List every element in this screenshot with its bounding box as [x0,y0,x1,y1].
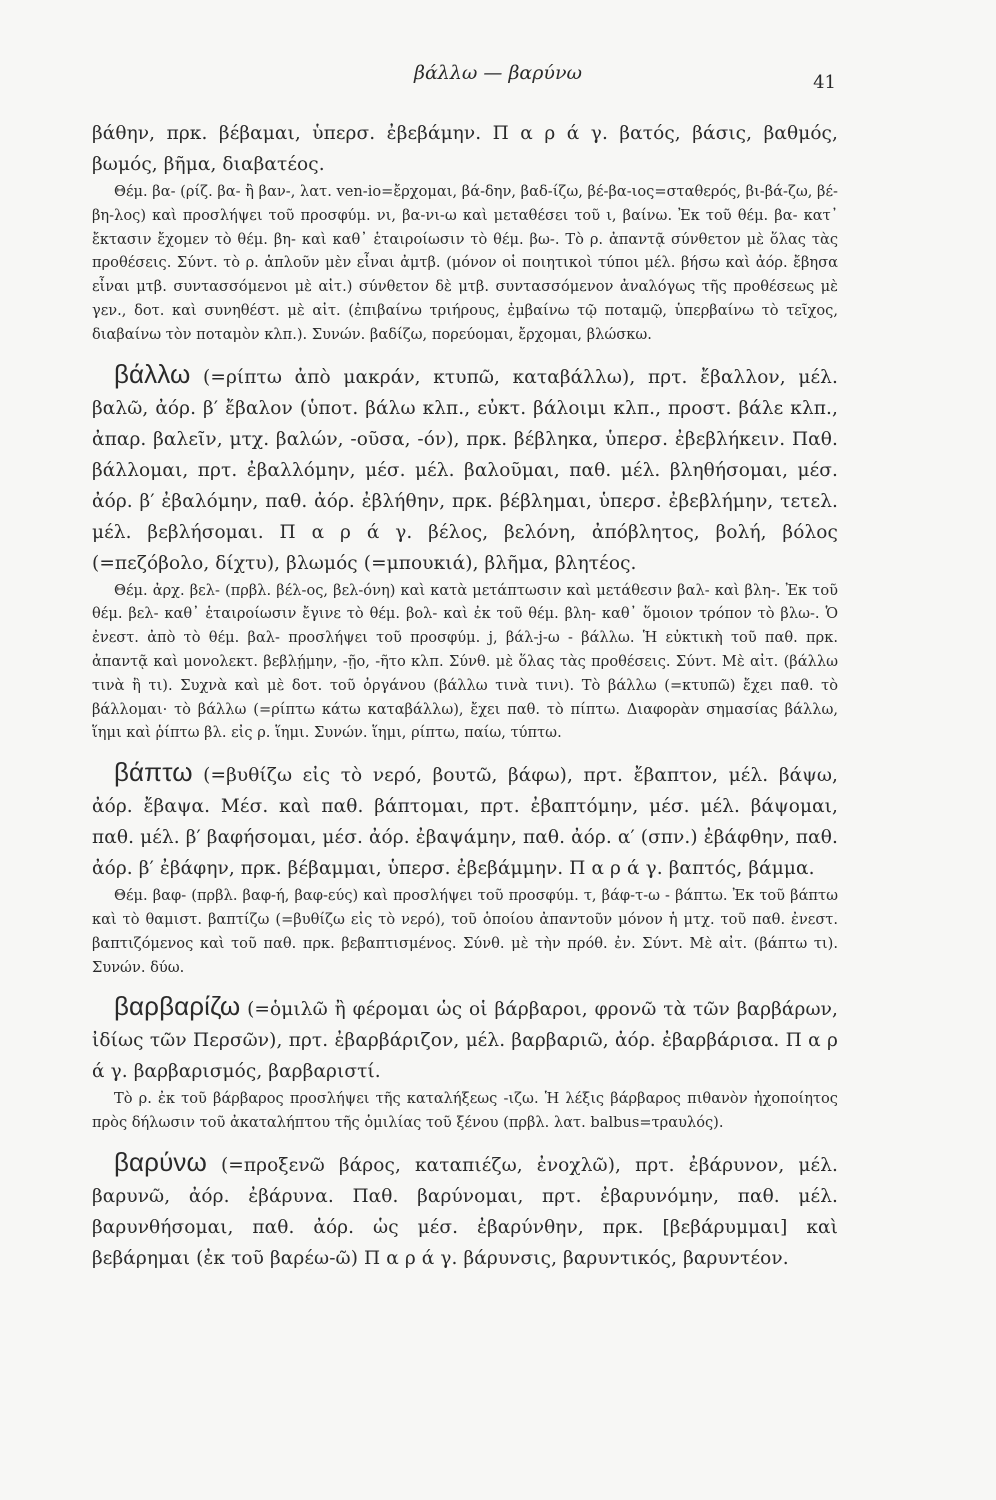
entry-main: βαρύνω (=προξενῶ βάρος, καταπιέζω, ἐνοχλῶ), πρτ. ἐβάρυνον, μέλ. βαρυνῶ, ἀόρ. ἐβάρυνα. Παθ. βαρύνομαι, πρτ. ἐβαρυνόμην, παθ. μέλ. βαρυνθήσομαι, παθ. ἀόρ. ὡς μέσ. ἐβαρύνθην, πρκ. [βεβάρυμμαι] καὶ βεβάρημαι (ἐκ τοῦ βαρέω-ῶ) Π α ρ ά γ. βάρυνσις, βαρυντικός, βαρυντέον. [92,1146,838,1269]
page-body [92,118,838,1274]
page-number: 41 [813,72,836,93]
entry-main: βάλλω (=ρίπτω ἀπὸ μακράν, κτυπῶ, καταβάλλω), πρτ. ἔβαλλον, μέλ. βαλῶ, ἀόρ. β′ ἔβαλον (ὑποτ. βάλω κλπ., εὐκτ. βάλοιμι κλπ., προστ. βάλε κλπ., ἀπαρ. βαλεῖν, μτχ. βαλών, -οῦσα, -όν), πρκ. βέβληκα, ὑπερσ. ἐβεβλήκειν. Παθ. βάλλομαι, πρτ. ἐβαλλόμην, μέσ. μέλ. βαλοῦμαι, παθ. μέλ. βληθήσομαι, μέσ. ἀόρ. β′ ἐβαλόμην, παθ. ἀόρ. ἐβλήθην, πρκ. βέβλημαι, ὑπερσ. ἐβεβλήμην, τετελ. μέλ. βεβλήσομαι. Π α ρ ά γ. βέλος, βελόνη, ἀπόβλητος, βολή, βόλος (=πεζόβολο, δίχτυ), βλωμός (=μπουκιά), βλῆμα, βλητέος. [92,358,838,574]
entry-main: βάθην, πρκ. βέβαμαι, ὑπερσ. ἐβεβάμην. Π α ρ ά γ. βατός, βάσις, βαθμός, βωμός, βῆμα, διαβατέος. [92,123,838,175]
entry-notes: Θέμ. ἀρχ. βελ- (πρβλ. βέλ-ος, βελ-όνη) καὶ κατὰ μετάπτωσιν καὶ μετάθεσιν βαλ- καὶ βλη-. Ἐκ τοῦ θέμ. βελ- καθ᾿ ἑταιροίωσιν ἔγινε τὸ θέμ. βολ- καὶ ἐκ τοῦ θέμ. βλη- καθ᾿ ὅμοιον τρόπον τὸ βλω-. Ὁ ἐνεστ. ἀπὸ τὸ θέμ. βαλ- προσλήψει τοῦ προσφύμ. j, βάλ-j-ω - βάλλω. Ἡ εὐκτικὴ τοῦ παθ. πρκ. ἀπαντᾷ καὶ μονολεκτ. βεβλῄμην, -ῇο, -ῆτο κλπ. Σύνθ. μὲ ὅλας τὰς προθέσεις. Σύντ. Μὲ αἰτ. (βάλλω τινὰ ἢ τι). Συχνὰ καὶ μὲ δοτ. τοῦ ὀργάνου (βάλλω τινὰ τινι). Τὸ βάλλω (=κτυπῶ) ἔχει παθ. τὸ βάλλομαι· τὸ βάλλω (=ρίπτω κάτω καταβάλλω), ἔχει παθ. τὸ πίπτω. Διαφορὰν σημασίας βάλλω, ἵημι καὶ ῥίπτω βλ. εἰς ρ. ἵημι. Συνών. ἵημι, ρίπτω, παίω, τύπτω. [92,581,838,742]
entry-notes: Τὸ ρ. ἐκ τοῦ βάρβαρος προσλήψει τῆς καταλήξεως -ιζω. Ἡ λέξις βάρβαρος πιθανὸν ἠχοποίητος πρὸς δήλωσιν τοῦ ἀκαταλήπτου τῆς ὁμιλίας τοῦ ξένου (πρβλ. λατ. balbus=τραυλός). [92,1090,838,1132]
entry-lemma: βάλλω [114,358,191,389]
entry-lemma: βάπτω [114,757,193,788]
entry-main: βαρβαρίζω (=ὁμιλῶ ἢ φέρομαι ὡς οἱ βάρβαροι, φρονῶ τὰ τῶν βαρβάρων, ἰδίως τῶν Περσῶν), πρτ. ἐβαρβάριζον, μέλ. βαρβαριῶ, ἀόρ. ἐβαρβάρισα. Π α ρ ά γ. βαρβαρισμός, βαρβαριστί. [92,991,838,1083]
entry-notes: Θέμ. βαφ- (πρβλ. βαφ-ή, βαφ-εύς) καὶ προσλήψει τοῦ προσφύμ. τ, βάφ-τ-ω - βάπτω. Ἐκ τοῦ βάπτω καὶ τὸ θαμιστ. βαπτίζω (=βυθίζω εἰς τὸ νερό), τοῦ ὁποίου ἀπαντοῦν μόνον ἡ μτχ. τοῦ παθ. ἐνεστ. βαπτιζόμενος καὶ τοῦ παθ. πρκ. βεβαπτισμένος. Σύνθ. μὲ τὴν πρόθ. ἐν. Σύντ. Μὲ αἰτ. (βάπτω τι). Συνών. δύω. [92,887,838,976]
entry-lemma: βαρβαρίζω [114,991,241,1022]
entry-main: βάπτω (=βυθίζω εἰς τὸ νερό, βουτῶ, βάφω), πρτ. ἔβαπτον, μέλ. βάψω, ἀόρ. ἔβαψα. Μέσ. καὶ παθ. βάπτομαι, πρτ. ἐβαπτόμην, μέσ. μέλ. βάψομαι, παθ. μέλ. β′ βαφήσομαι, μέσ. ἀόρ. ἐβαψάμην, παθ. ἀόρ. α′ (σπν.) ἐβάφθην, παθ. ἀόρ. β′ ἐβάφην, πρκ. βέβαμμαι, ὑπερσ. ἐβεβάμμην. Π α ρ ά γ. βαπτός, βάμμα. [92,757,838,880]
entry-lemma: βαρύνω [114,1146,207,1177]
entry-notes: Θέμ. βα- (ρίζ. βα- ἢ βαν-, λατ. ven-io=ἔρχομαι, βά-δην, βαδ-ίζω, βέ-βα-ιος=σταθερός, βι-βά-ζω, βέ-βη-λος) καὶ προσλήψει τοῦ προσφύμ. νι, βα-νι-ω καὶ μεταθέσει τοῦ ι, βαίνω. Ἐκ τοῦ θέμ. βα- κατ᾿ ἔκτασιν ἔχομεν τὸ θέμ. βη- καὶ καθ᾿ ἑταιροίωσιν τὸ θέμ. βω-. Τὸ ρ. ἀπαντᾷ σύνθετον μὲ ὅλας τὰς προθέσεις. Σύντ. τὸ ρ. ἁπλοῦν μὲν εἶναι ἀμτβ. (μόνον οἱ ποιητικοὶ τύποι μέλ. βήσω καὶ ἀόρ. ἔβησα εἶναι μτβ. συντασσόμενοι μὲ αἰτ.) σύνθετον δὲ μτβ. συντασσόμενον ἀναλόγως τῆς προθέσεως μὲ γεν., δοτ. καὶ συνηθέστ. μὲ αἰτ. (ἐπιβαίνω τριήρους, ἐμβαίνω τῷ ποταμῷ, ὑπερβαίνω τὸ τεῖχος, διαβαίνω τὸν ποταμὸν κλπ.). Συνών. βαδίζω, πορεύομαι, ἔρχομαι, βλώσκω. [92,183,838,343]
running-header: βάλλω — βαρύνω [413,62,583,84]
